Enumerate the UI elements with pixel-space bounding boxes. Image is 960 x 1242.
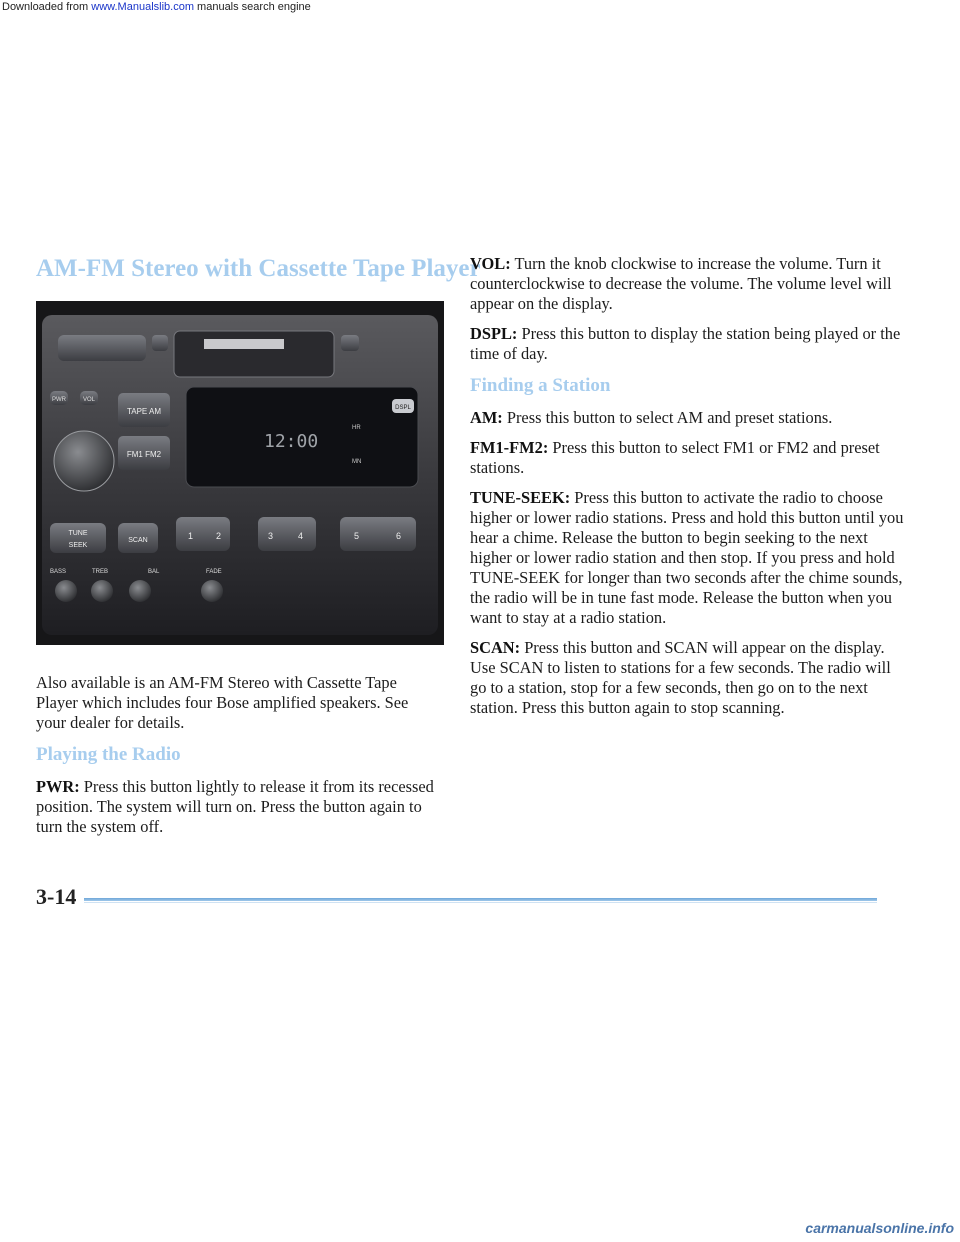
header-prefix: Downloaded from bbox=[2, 1, 89, 13]
vol-paragraph bbox=[470, 254, 910, 314]
bal-knob[interactable] bbox=[129, 580, 151, 602]
display-time: 12:00 bbox=[264, 431, 319, 452]
treb-knob[interactable] bbox=[91, 580, 113, 602]
fade-knob[interactable] bbox=[201, 580, 223, 602]
radio-figure bbox=[36, 301, 444, 645]
preset-2-label: 2 bbox=[216, 531, 222, 541]
pwr-label: PWR bbox=[52, 397, 66, 403]
tune-seek-description: Press this button to activate the radio to choose higher or lower radio stations. Press and hold this button until you hear a chime. Release the button to begin seeking to the next higher or lower radio station and then stop. If you press and hold TUNE-SEEK for longer than two seconds after the chime sounds, the radio will be in tune fast mode. Release the button when you want to stay at a radio station. bbox=[470, 488, 904, 627]
hr-label: HR bbox=[352, 425, 361, 431]
pwr-term: PWR: bbox=[36, 777, 80, 796]
scan-label: SCAN bbox=[128, 537, 148, 544]
seek-label: SEEK bbox=[68, 542, 88, 549]
header-suffix: manuals search engine bbox=[197, 1, 311, 13]
fade-label: FADE bbox=[206, 569, 222, 575]
preset-3-4-button[interactable] bbox=[258, 517, 316, 551]
bass-knob[interactable] bbox=[55, 580, 77, 602]
pwr-description: Press this button lightly to release it from its recessed position. The system will turn on. Press the button again to turn the system off. bbox=[36, 777, 434, 836]
volume-knob[interactable] bbox=[54, 431, 114, 491]
footer-watermark: carmanualsonline.info bbox=[805, 1220, 954, 1236]
bal-label: BAL bbox=[148, 569, 160, 575]
pwr-paragraph bbox=[36, 777, 436, 837]
preset-3-label: 3 bbox=[268, 531, 274, 541]
treb-label: TREB bbox=[92, 569, 109, 575]
intro-paragraph: Also available is an AM-FM Stereo with Cassette Tape Player which includes four Bose amplified speakers. See your dealer for details. bbox=[36, 673, 409, 732]
manualslib-link[interactable]: www.Manualslib.com bbox=[91, 1, 194, 13]
tune-seek-paragraph bbox=[470, 488, 910, 628]
fm-label: FM1 FM2 bbox=[126, 450, 162, 459]
left-column bbox=[36, 673, 436, 847]
right-column bbox=[470, 254, 910, 728]
footer-rule bbox=[84, 898, 877, 901]
footer-rule-thin bbox=[84, 902, 877, 903]
dspl-term: DSPL: bbox=[470, 324, 518, 343]
finding-station-heading: Finding a Station bbox=[470, 375, 611, 396]
vol-description: Turn the knob clockwise to increase the volume. Turn it counterclockwise to decrease the volume. The volume level will appear on the display. bbox=[470, 254, 892, 313]
am-term: AM: bbox=[470, 408, 503, 427]
page-number: 3-14 bbox=[36, 884, 77, 909]
preset-1-2-button[interactable] bbox=[176, 517, 230, 551]
playing-radio-heading: Playing the Radio bbox=[36, 744, 181, 765]
dolby-badge bbox=[204, 339, 284, 349]
tune-seek-term: TUNE-SEEK: bbox=[470, 488, 571, 507]
vol-label: VOL bbox=[82, 397, 96, 403]
dspl-label: DSPL bbox=[395, 405, 411, 411]
fm-description: Press this button to select FM1 or FM2 and preset stations. bbox=[470, 438, 880, 477]
scan-term: SCAN: bbox=[470, 638, 521, 657]
bass-label: BASS bbox=[50, 569, 67, 575]
download-header bbox=[2, 0, 311, 14]
tape-am-label: TAPE AM bbox=[126, 407, 162, 416]
vol-term: VOL: bbox=[470, 254, 511, 273]
fm-term: FM1-FM2: bbox=[470, 438, 549, 457]
am-paragraph bbox=[470, 408, 910, 428]
mn-label: MN bbox=[352, 459, 362, 465]
dspl-paragraph bbox=[470, 324, 910, 364]
preset-4-label: 4 bbox=[298, 531, 304, 541]
scan-description: Press this button and SCAN will appear on the display. Use SCAN to listen to stations for a few seconds. The radio will go to a station, stop for a few seconds, then go on to the next station. Press this button again to stop scanning. bbox=[470, 638, 891, 717]
radio-illustration bbox=[36, 301, 444, 645]
dspl-description: Press this button to display the station being played or the time of day. bbox=[470, 324, 901, 363]
scan-paragraph bbox=[470, 638, 910, 718]
tune-label: TUNE bbox=[68, 530, 88, 537]
section-title: AM-FM Stereo with Cassette Tape Player bbox=[36, 255, 481, 282]
preset-5-label: 5 bbox=[354, 531, 360, 541]
fm-paragraph bbox=[470, 438, 910, 478]
am-description: Press this button to select AM and preset stations. bbox=[502, 408, 833, 427]
preset-1-label: 1 bbox=[188, 531, 194, 541]
preset-5-6-button[interactable] bbox=[340, 517, 416, 551]
preset-6-label: 6 bbox=[396, 531, 402, 541]
